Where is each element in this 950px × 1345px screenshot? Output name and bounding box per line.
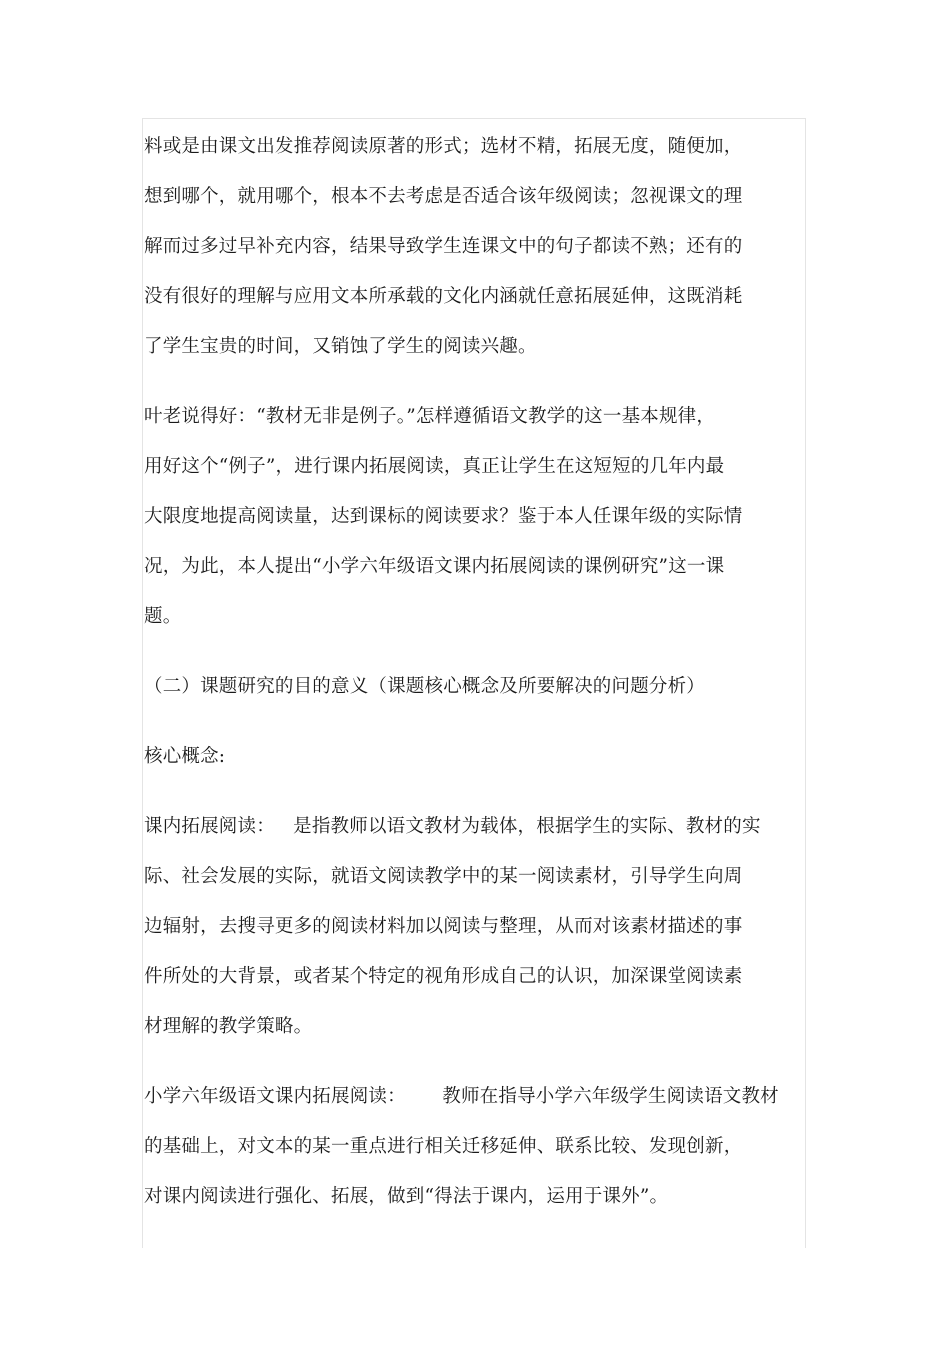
paragraph <box>144 392 804 642</box>
text-line: 用好这个“例子”，进行课内拓展阅读，真正让学生在这短短的几年内最 <box>144 456 725 477</box>
text-line: 题。 <box>144 606 182 627</box>
text-line: 想到哪个，就用哪个，根本不去考虑是否适合该年级阅读；忽视课文的理 <box>144 186 743 207</box>
text-line: 材理解的教学策略。 <box>144 1016 313 1037</box>
text-line: 小学六年级语文课内拓展阅读： 教师在指导小学六年级学生阅读语文教材 <box>144 1086 779 1107</box>
paragraph-spacer <box>144 712 804 732</box>
text-line: 际、社会发展的实际，就语文阅读教学中的某一阅读素材，引导学生向周 <box>144 866 743 887</box>
text-line: 核心概念: <box>144 746 226 767</box>
text-line: 料或是由课文出发推荐阅读原著的形式；选材不精，拓展无度，随便加， <box>144 136 743 157</box>
paragraph-spacer <box>144 1052 804 1072</box>
paragraph <box>144 1072 804 1222</box>
core-concept-label <box>144 732 804 782</box>
text-line: （二）课题研究的目的意义（课题核心概念及所要解决的问题分析） <box>144 676 706 697</box>
text-line: 解而过多过早补充内容，结果导致学生连课文中的句子都读不熟；还有的 <box>144 236 743 257</box>
paragraph <box>144 122 804 372</box>
text-line: 课内拓展阅读： 是指教师以语文教材为载体，根据学生的实际、教材的实 <box>144 816 761 837</box>
text-line: 大限度地提高阅读量，达到课标的阅读要求？鉴于本人任课年级的实际情 <box>144 506 743 527</box>
text-line: 况，为此，本人提出“小学六年级语文课内拓展阅读的课例研究”这一课 <box>144 556 725 577</box>
paragraph-spacer <box>144 642 804 662</box>
text-line: 没有很好的理解与应用文本所承载的文化内涵就任意拓展延伸，这既消耗 <box>144 286 743 307</box>
text-line: 件所处的大背景，或者某个特定的视角形成自己的认识，加深课堂阅读素 <box>144 966 743 987</box>
text-line: 了学生宝贵的时间，又销蚀了学生的阅读兴趣。 <box>144 336 537 357</box>
paragraph-spacer <box>144 782 804 802</box>
text-line: 叶老说得好：“教材无非是例子。”怎样遵循语文教学的这一基本规律， <box>144 406 716 427</box>
text-line: 的基础上，对文本的某一重点进行相关迁移延伸、联系比较、发现创新， <box>144 1136 743 1157</box>
text-line: 对课内阅读进行强化、拓展，做到“得法于课内，运用于课外”。 <box>144 1186 669 1207</box>
paragraph-spacer <box>144 372 804 392</box>
text-line: 边辐射，去搜寻更多的阅读材料加以阅读与整理，从而对该素材描述的事 <box>144 916 743 937</box>
document-body <box>144 122 804 1222</box>
section-heading <box>144 662 804 712</box>
paragraph <box>144 802 804 1052</box>
